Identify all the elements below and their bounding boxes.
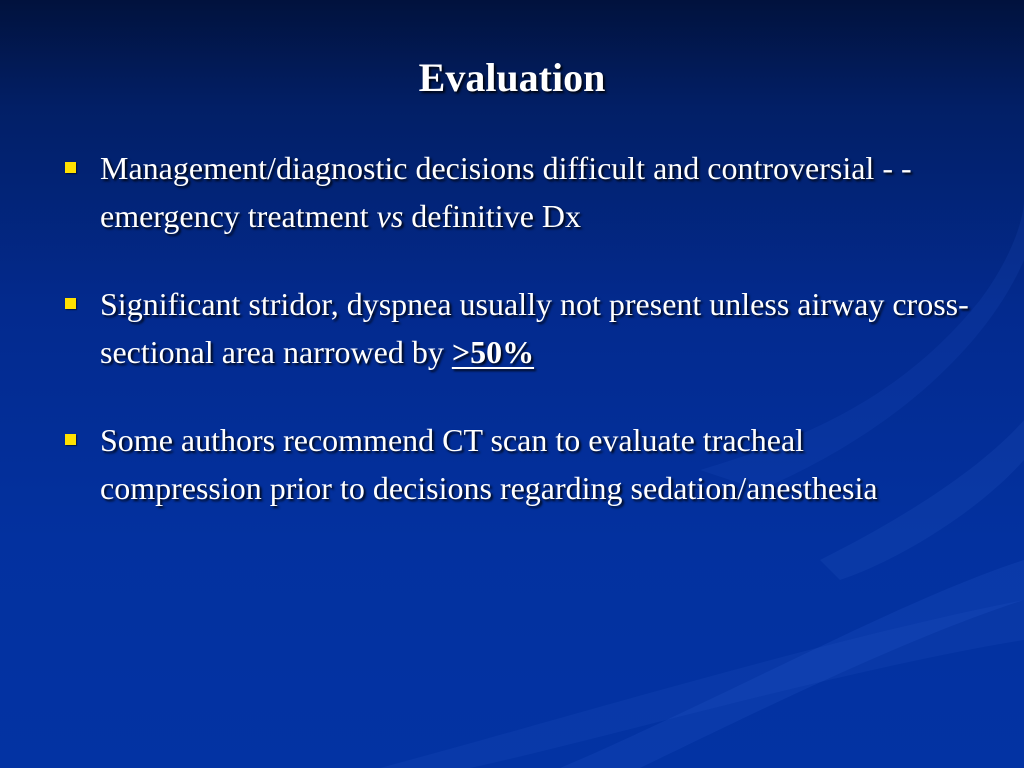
bullet-text: Management/diagnostic decisions difficult and controversial - - emergency treatment [100, 150, 912, 234]
square-bullet-icon [65, 434, 76, 445]
bullet-text: Significant stridor, dyspnea usually not present unless airway cross-sectional area narrowed by [100, 286, 969, 370]
bullet-emphasis-text: >50% [451, 334, 535, 370]
bullet-item-ct-scan [60, 416, 970, 512]
slide-title: Evaluation [418, 55, 606, 100]
bullet-text: Some authors recommend CT scan to evaluate tracheal compression prior to decisions regarding sedation/anesthesia [100, 422, 878, 506]
bullet-list [60, 144, 970, 552]
bullet-item-evaluation-decisions [60, 144, 970, 240]
bullet-text: definitive Dx [403, 198, 581, 234]
bullet-italic-text: vs [376, 198, 404, 234]
square-bullet-icon [65, 162, 76, 173]
square-bullet-icon [65, 298, 76, 309]
bullet-item-stridor-dyspnea [60, 280, 970, 376]
